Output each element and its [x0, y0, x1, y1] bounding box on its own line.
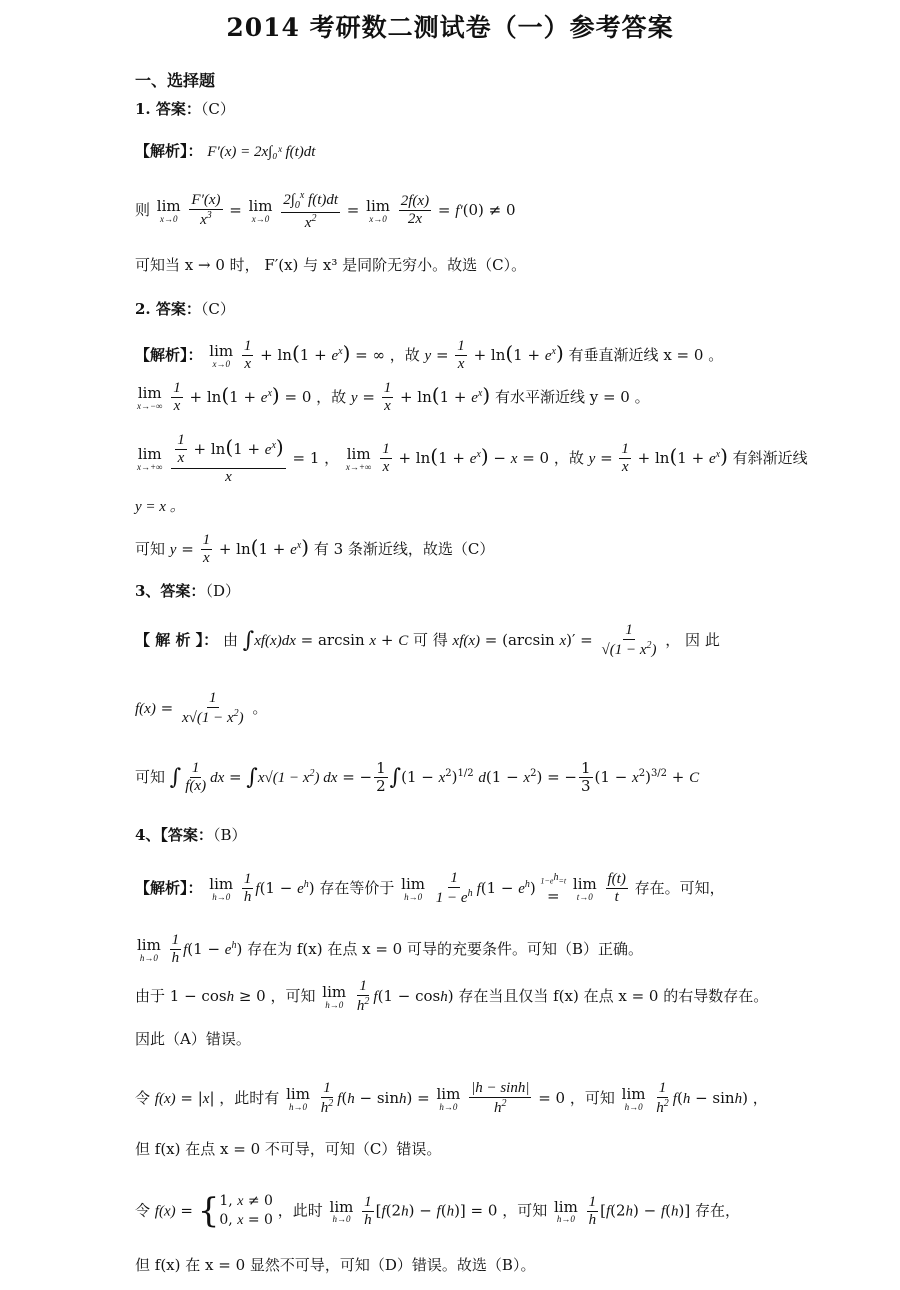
- q4-d-case: 令 f(x) = { 1, x ≠ 0 0, x = 0 ，此时 lim h→0 $\frac{1}{h}$ [f(2h) − f(h)] = 0 ，可知 lim h→0 $\frac{1}{h}$ [f(2h) − f(h)] 存在，: [135, 1191, 741, 1231]
- q1-analysis-label: 【解析】：: [135, 142, 203, 160]
- q2-analysis-label: 【解析】：: [135, 345, 203, 364]
- q2-answer-value: （C）: [200, 300, 235, 318]
- q4-now2: ，此时: [277, 1201, 323, 1220]
- q4-analysis: 【解析】： lim h→0 $\frac{1}{h}$ $f(1 - e^h)$ 存在等价于 lim h→0 $\frac{1}{1 - e^h}$ $f(1 - e^h)$ $1-e^h=t$ = lim t→0 $\frac{f(t)}{t}$ 存在。可知，: [135, 870, 725, 907]
- q2-conclusion-post: 有 3 条渐近线，故选（C）: [313, 539, 495, 558]
- q4-d-wrong: 但 f(x) 在 x = 0 显然不可导，可知（D）错误。故选（B）。: [135, 1256, 536, 1274]
- q1-analysis: [135, 142, 315, 162]
- q1-conclusion: 可知当 x → 0 时， F′(x) 与 x³ 是同阶无穷小。故选（C）。: [135, 256, 527, 274]
- q4-answer-label: 4、【答案：: [135, 826, 213, 844]
- q3-answer: [135, 582, 240, 601]
- q2-horizontal: lim x→−∞ $\frac{1}{x}$ + $\ln(1 + e^x) = 0$ ，故 y = $\frac{1}{x}$ + $\ln(1 + e^x)$ 有水平渐近线 y = 0 。: [137, 380, 650, 415]
- q4-c-case: 令 f(x) = |x| ，此时有 lim h→0 $\frac{1}{h^2}$ f(h − sinh) = lim h→0 $\frac{|h - \sinh|}{h^2}$ = 0 ，可知 lim h→0 $\frac{1}{h^2}$ f(h − sinh) ，: [135, 1080, 768, 1117]
- q2-conclusion-pre: 可知: [135, 539, 166, 558]
- q4-now: ，此时有: [219, 1088, 280, 1107]
- q3-answer-value: （D）: [205, 582, 240, 600]
- q3-answer-label: 3、答案：: [135, 582, 206, 600]
- q2-answer-label: 2. 答案：: [135, 300, 201, 318]
- q1-then: 则: [135, 200, 151, 219]
- q2-yx: y = x 。: [135, 499, 185, 515]
- q4-analysis-label: 【解析】：: [135, 878, 203, 897]
- q4-iff-text: 存在当且仅当 f(x) 在点 x = 0 的右导数存在。: [458, 986, 769, 1005]
- q3-analysis-label: 【 解 析 】：: [135, 630, 219, 649]
- q2-answer: [135, 300, 235, 319]
- q3-therefore: ， 因 此: [665, 630, 720, 649]
- q4-know2: ，可知: [569, 1088, 615, 1107]
- q3-by: 由: [222, 630, 238, 649]
- q3-integral: 可知 ∫ $\frac{1}{f(x)}$ dx = $\int x√(1 - x^2)$ dx = − $\frac{1}{2}$ $\int(1 - x^2)^{1/2}$ $d(1 - x^2)$ = − $\frac{1}{3}$ $(1 - x^2)^{3/2} + C$: [135, 759, 700, 796]
- q1-limit: 则 lim x→0 $\frac{F'(x)}{x^3}$ = lim x→0 $\frac{2\int_0^x f(t)dt}{x^2}$ = lim x→0 $\frac{2f(x)}{2x}$ = f′(0) ≠ 0: [135, 190, 516, 231]
- q2-vertical: 【解析】： lim x→0 $\frac{1}{x}$ + $\ln(1 + e^x)$ = ∞ ，故 y = $\frac{1}{x}$ + $\ln(1 + e^x)$ 有垂直渐近线 x = 0 。: [135, 338, 724, 373]
- q4-since-label: 由于: [135, 986, 166, 1005]
- q4-exist-equiv: 存在等价于: [319, 878, 395, 897]
- section-heading: 一、选择题: [135, 71, 216, 90]
- q4-know-label: ，可知: [270, 986, 316, 1005]
- q3-know: 可知: [135, 767, 166, 786]
- q4-cond-text: 存在为 f(x) 在点 x = 0 可导的充要条件。可知（B）正确。: [247, 939, 643, 958]
- q2-oblique: lim x→+∞ $\frac{1}{x}$ + $\ln(1 + e^x)$ x = 1 ， lim x→+∞ $\frac{1}{x}$ + $\ln(1 + e^x) - x = 0$ ，故 y = $\frac{1}{x}$ + $\ln(1 + e^x)$ 有斜渐近线: [137, 432, 808, 485]
- q4-since: 由于 1 − cosh ≥ 0 ，可知 lim h→0 $\frac{1}{h^2}$ f(1 − cosh) 存在当且仅当 f(x) 在点 x = 0 的右导数存在。: [135, 978, 769, 1015]
- q2-vertical-text: 有垂直渐近线 x = 0 。: [568, 345, 724, 364]
- q4-let2: 令: [135, 1201, 151, 1220]
- q1-derivative: F′(x) = 2x∫₀ˣ f(t)dt: [207, 144, 316, 160]
- page-title: 2014 考研数二测试卷（一）参考答案: [226, 13, 674, 42]
- q3-analysis: 【 解 析 】： 由 ∫xf(x)dx = arcsin x + C 可 得 xf(x) = (arcsin x)′ = $\frac{1}{√(1 - x^2)}$ ， 因 此: [135, 622, 720, 659]
- q4-answer: [135, 826, 246, 845]
- q2-conclusion: 可知 y = $\frac{1}{x}$ + $\ln(1 + e^x)$ 有 3 条渐近线，故选（C）: [135, 532, 495, 567]
- q3-get: 可 得: [412, 630, 448, 649]
- q4-exist: 存在，: [695, 1201, 741, 1220]
- q4-condition: lim h→0 $\frac{1}{h}$ $f(1 - e^h)$ 存在为 f(x) 在点 x = 0 可导的充要条件。可知（B）正确。: [137, 932, 643, 967]
- q4-exist-know: 存在。可知，: [634, 878, 725, 897]
- q1-answer-label: 1. 答案：: [135, 100, 201, 118]
- q4-let: 令: [135, 1088, 151, 1107]
- q3-fx: f(x) = $\frac{1}{x√(1 - x^2)}$ 。: [135, 690, 268, 727]
- q4-answer-value: （B）: [212, 826, 247, 844]
- q4-c-wrong: 但 f(x) 在点 x = 0 不可导，可知（C）错误。: [135, 1140, 442, 1158]
- q2-horizontal-text: 有水平渐近线 y = 0 。: [494, 387, 650, 406]
- q1-answer: [135, 100, 235, 119]
- q1-answer-value: （C）: [200, 100, 235, 118]
- q4-a-wrong: 因此（A）错误。: [135, 1030, 251, 1048]
- q2-oblique-text: 有斜渐近线: [732, 448, 808, 467]
